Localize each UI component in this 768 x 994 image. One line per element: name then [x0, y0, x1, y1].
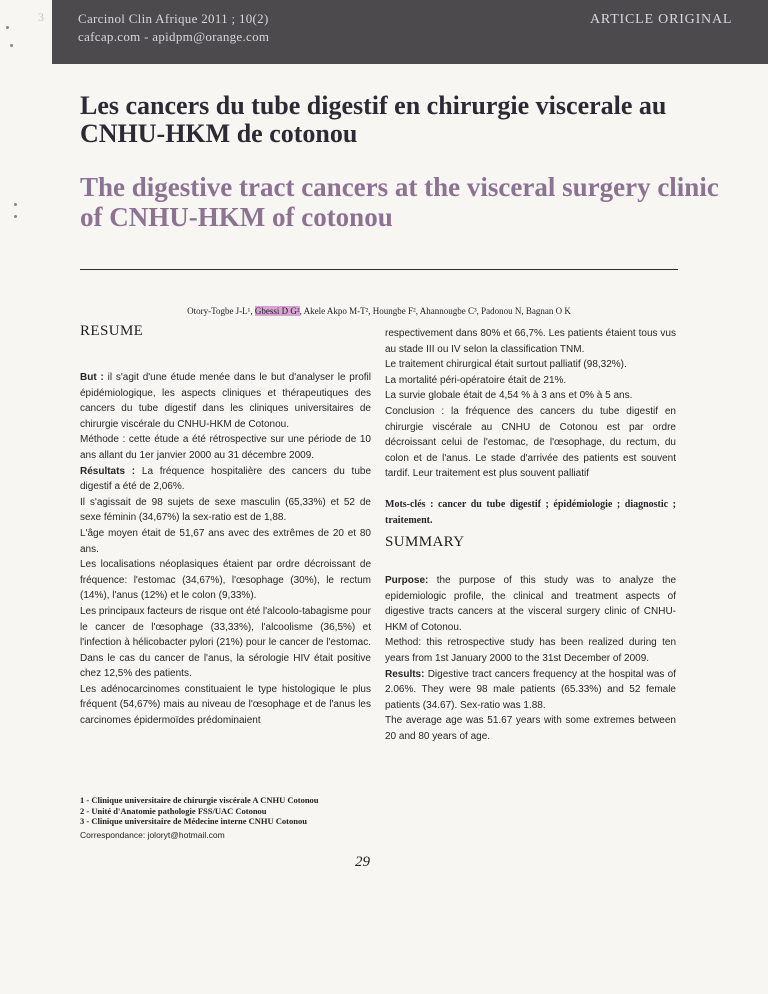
facteurs-paragraph: Les principaux facteurs de risque ont été l'alcoolo-tabagisme pour le cancer de l'œsophage (33,33%), l'alcoolisme (36,5%) et l'infection à hélicobacter pylori (21%) pour le cancer de l'estomac. Dans le cas du cancer de l'anus, la sérologie HIV était positive chez 12,5% des patients. [80, 605, 371, 680]
resume-column [80, 370, 371, 729]
conclusion-paragraph: Conclusion : la fréquence des cancers du tube digestif en chirurgie viscérale au CNHU de Cotonou est par ordre décroissant celui de l'estomac, de l'œsophage, du rectum, du colon et de l'anus. Le stade d'arrivée des patients est souvent tardif. Leur traitement est plus souvent palliatif [385, 405, 676, 480]
journal-website: cafcap.com - apidpm@orange.com [78, 29, 270, 44]
mortalite-paragraph: La mortalité péri-opératoire était de 21%. [385, 374, 567, 386]
resultats-label: Résultats : [80, 465, 136, 477]
authors-first: Otory-Togbe J-L¹, [187, 306, 255, 316]
title-english: The digestive tract cancers at the visceral surgery clinic of CNHU-HKM of cotonou [80, 172, 719, 232]
affiliations [80, 795, 319, 827]
histologie-paragraph: Les adénocarcinomes constituaient le type histologique le plus fréquent (54,67%) mais au niveau de l'œsophage et de l'anus les carcinomes épidermoïdes prédominaient [80, 683, 371, 727]
affiliation-3: 3 - Clinique universitaire de Médecine interne CNHU Cotonou [80, 816, 307, 826]
summary-age-paragraph: The average age was 51.67 years with some extremes between 20 and 80 years of age. [385, 715, 676, 742]
sexe-paragraph: Il s'agissait de 98 sujets de sexe masculin (65,33%) et 52 de sexe féminin (34,67%) la sex-ratio est de 1,88. [80, 496, 371, 524]
purpose-label: Purpose: [385, 575, 429, 586]
mots-cles: Mots-clés : cancer du tube digestif ; épidémiologie ; diagnostic ; traitement. [385, 498, 676, 526]
author-list [80, 306, 678, 316]
scan-speck [14, 215, 17, 218]
methode-paragraph: Méthode : cette étude a été rétrospective sur une période de 10 ans allant du 1er janvier 2000 au 31 décembre 2009. [80, 434, 371, 461]
scan-speck [6, 26, 9, 29]
results-text: Digestive tract cancers frequency at the hospital was of 2.06%. They were 98 male patients (65.33%) and 52 female patients (34.67). Sex-ratio was 1.88. [385, 668, 676, 711]
correspondance-email: Correspondance: joloryt@hotmail.com [80, 830, 225, 840]
resume-continued-column [385, 326, 676, 528]
suite-paragraph: respectivement dans 80% et 66,7%. Les patients étaient tous vus au stade III ou IV selon la classification TNM. [385, 328, 676, 355]
traitement-paragraph: Le traitement chirurgical était surtout palliatif (98,32%). [385, 359, 627, 371]
affiliation-2: 2 - Unité d'Anatomie pathologie FSS/UAC Cotonou [80, 805, 267, 816]
authors-rest: , Akele Akpo M-T², Houngbe F², Ahannougbe C³, Padonou N, Bagnan O K [299, 306, 571, 316]
summary-heading: SUMMARY [385, 534, 465, 550]
page-number: 29 [355, 854, 370, 870]
age-paragraph: L'âge moyen était de 51,67 ans avec des extrêmes de 20 et 80 ans. [80, 527, 371, 555]
resultats-text: La fréquence hospitalière des cancers du tube digestif a été de 2,06%. [80, 465, 372, 493]
affiliation-1: 1 - Clinique universitaire de chirurgie viscérale A CNHU Cotonou [80, 795, 319, 805]
page-tab-number: 3 [38, 10, 44, 24]
survie-paragraph: La survie globale était de 4,54 % à 3 ans et 0% à 5 ans. [385, 390, 633, 402]
title-divider [80, 269, 678, 270]
but-label: But : [80, 372, 104, 383]
results-label: Results: [385, 668, 425, 680]
summary-column [385, 573, 676, 745]
title-french: Les cancers du tube digestif en chirurgie viscerale au CNHU-HKM de cotonou [80, 91, 667, 148]
method-paragraph: Method: this retrospective study has been realized during ten years from 1st January 2000 to the 31st December of 2009. [385, 637, 676, 664]
scan-speck [14, 203, 17, 206]
journal-citation: Carcinol Clin Afrique 2011 ; 10(2) [78, 11, 269, 26]
author-highlighted: Gbessi D G² [254, 306, 300, 316]
article-type-label: ARTICLE ORIGINAL [590, 12, 733, 27]
purpose-text: the purpose of this study was to analyze the epidemiologic profile, the clinical and treatment aspects of digestive tracts cancers at the visceral surgery clinic of CNHU-HKM of Cotonou. [385, 575, 677, 633]
journal-reference [78, 10, 269, 46]
scan-speck [10, 44, 13, 47]
localisations-paragraph: Les localisations néoplasiques étaient par ordre décroissant de fréquence: l'estomac (34,67%), l'œsophage (30%), le rectum (14%), l'anus (12%) et le colon (9,33%). [80, 559, 371, 602]
but-text: il s'agit d'une étude menée dans le but d'analyser le profil épidémiologique, les aspects cliniques et thérapeutiques des cancers du tube digestif dans les cliniques universitaires de chirurgie viscérale du CNHU-HKM de Cotonou. [80, 372, 371, 430]
resume-heading: RESUME [80, 323, 144, 339]
